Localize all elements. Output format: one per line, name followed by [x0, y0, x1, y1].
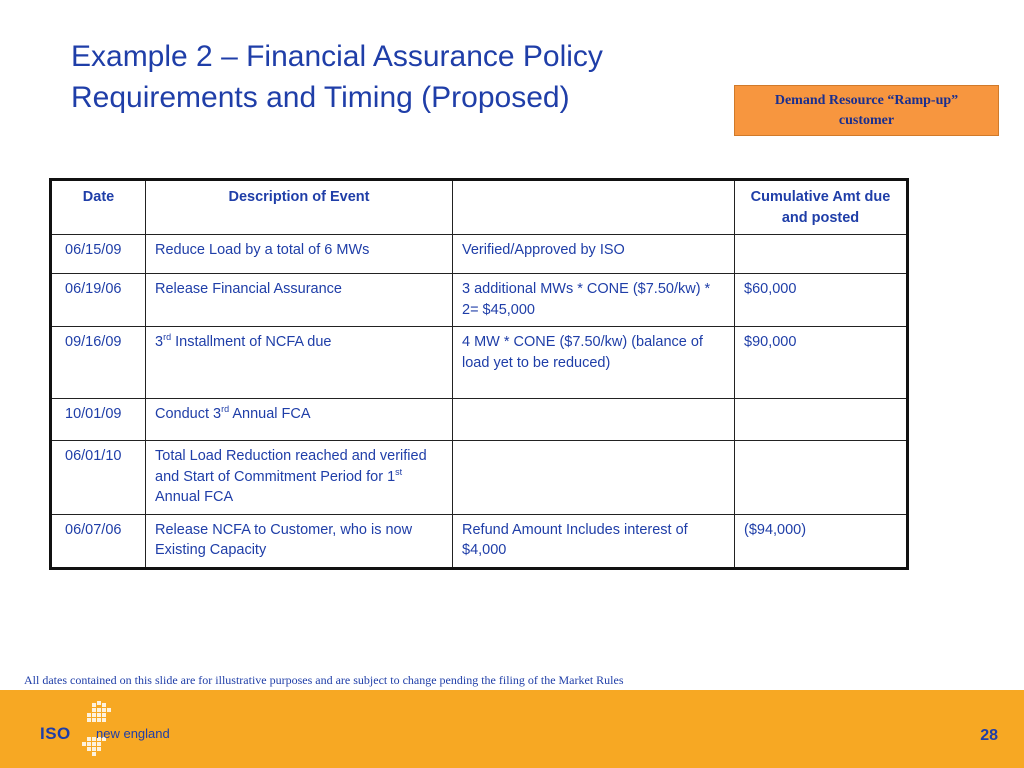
- cell-description: Reduce Load by a total of 6 MWs: [146, 235, 453, 274]
- callout-line-1: Demand Resource “Ramp-up”: [774, 92, 959, 108]
- cell-detail: Refund Amount Includes interest of $4,000: [453, 514, 735, 568]
- slide-title-line-1: Example 2 – Financial Assurance Policy: [71, 40, 603, 73]
- logo-new-england-text: new england: [96, 726, 170, 741]
- desc-superscript: rd: [221, 404, 230, 415]
- logo-iso-text: ISO: [40, 724, 71, 743]
- disclaimer-text: All dates contained on this slide are for illustrative purposes and are subject to change pending the filing of the Market Rules: [24, 673, 624, 687]
- header-cumulative: Cumulative Amt due and posted: [735, 180, 908, 235]
- slide-title: [71, 36, 711, 118]
- cell-description: Release Financial Assurance: [146, 274, 453, 327]
- cell-amount: [735, 399, 908, 441]
- cell-detail: Verified/Approved by ISO: [453, 235, 735, 274]
- table-row: [51, 441, 908, 515]
- header-blank: [453, 180, 735, 235]
- cell-date: 10/01/09: [51, 399, 146, 441]
- cell-detail: [453, 399, 735, 441]
- cell-date: 06/15/09: [51, 235, 146, 274]
- cell-amount: ($94,000): [735, 514, 908, 568]
- event-table-container: [49, 178, 906, 570]
- desc-superscript: st: [395, 466, 403, 477]
- cell-detail: [453, 441, 735, 515]
- cell-date: 06/07/06: [51, 514, 146, 568]
- cell-description: [146, 441, 453, 515]
- table-header-row: [51, 180, 908, 235]
- desc-text: 3: [155, 334, 164, 350]
- callout-line-2: customer: [838, 112, 895, 128]
- cell-amount: [735, 441, 908, 515]
- cell-description: [146, 399, 453, 441]
- event-table: [49, 178, 909, 570]
- cell-description: [146, 327, 453, 399]
- desc-superscript: rd: [163, 332, 172, 343]
- table-row: [51, 327, 908, 399]
- cell-date: 06/01/10: [51, 441, 146, 515]
- cell-detail: 3 additional MWs * CONE ($7.50/kw) * 2= $45,000: [453, 274, 735, 327]
- cell-amount: $90,000: [735, 327, 908, 399]
- desc-text: Conduct 3: [155, 406, 222, 422]
- desc-text-after: Installment of NCFA due: [171, 334, 332, 350]
- header-description: Description of Event: [146, 180, 453, 235]
- cell-amount: [735, 235, 908, 274]
- table-row: [51, 514, 908, 568]
- cell-detail: 4 MW * CONE ($7.50/kw) (balance of load yet to be reduced): [453, 327, 735, 399]
- table-row: [51, 399, 908, 441]
- header-date: Date: [51, 180, 146, 235]
- slide-title-line-2: Requirements and Timing (Proposed): [71, 81, 570, 114]
- page-number: 28: [980, 727, 998, 744]
- table-row: [51, 274, 908, 327]
- desc-text-after: Annual FCA: [155, 489, 234, 505]
- desc-text-after: Annual FCA: [229, 406, 311, 422]
- desc-text: Total Load Reduction reached and verified and Start of Commitment Period for 1: [155, 448, 427, 485]
- cell-amount: $60,000: [735, 274, 908, 327]
- cell-description: Release NCFA to Customer, who is now Existing Capacity: [146, 514, 453, 568]
- table-row: [51, 235, 908, 274]
- cell-date: 06/19/06: [51, 274, 146, 327]
- callout-box: [734, 85, 999, 136]
- cell-date: 09/16/09: [51, 327, 146, 399]
